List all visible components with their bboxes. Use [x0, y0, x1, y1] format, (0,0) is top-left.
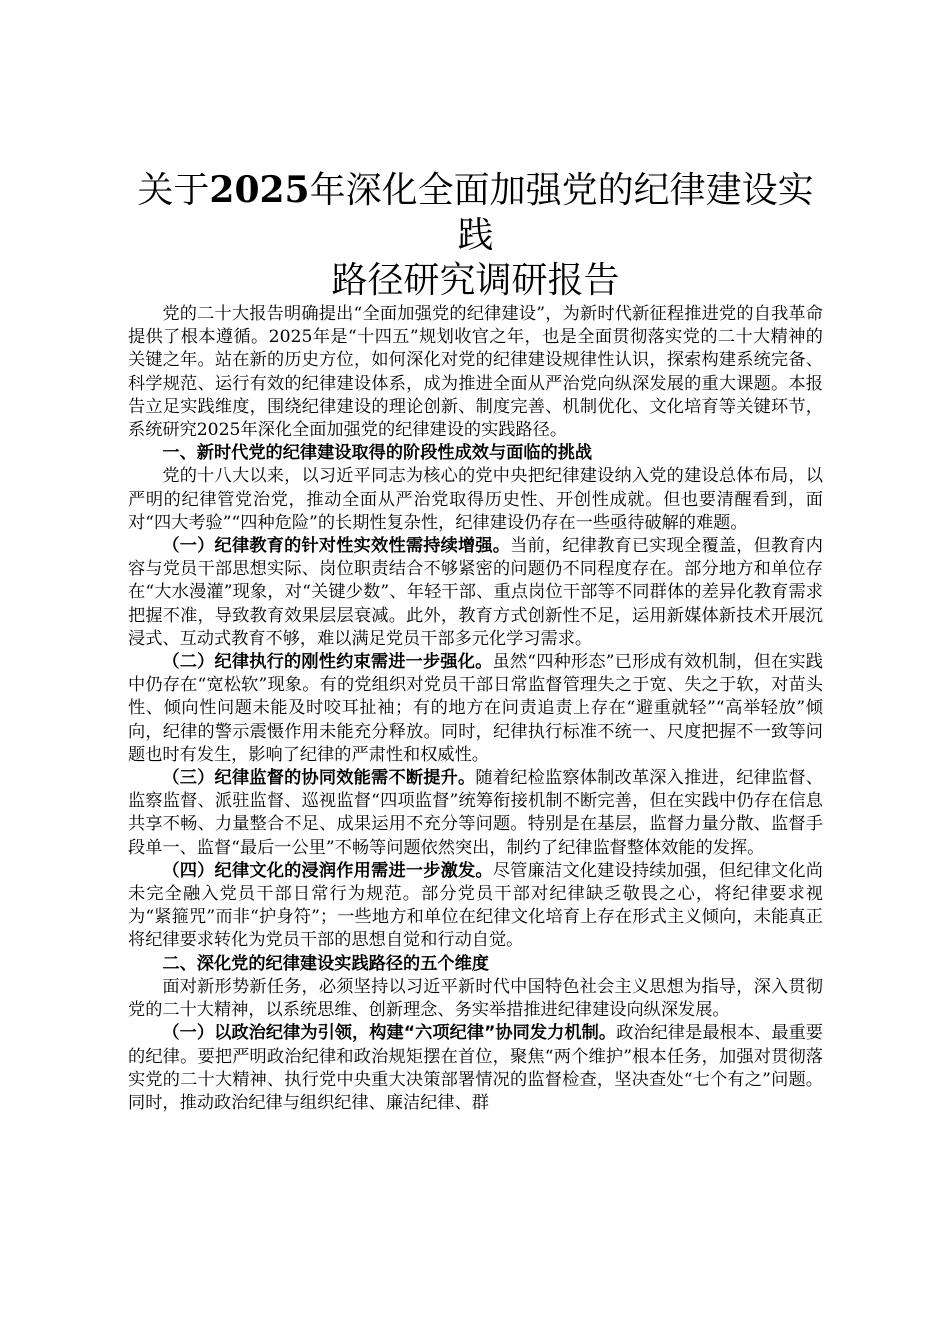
- paragraph-lead: （一）以政治纪律为引领，构建“六项纪律”协同发力机制。: [162, 1023, 617, 1044]
- title-suffix: 年深化全面加强党的纪律建设实践: [309, 170, 814, 256]
- paragraph-item: [128, 1022, 823, 1115]
- title-line2: 路径研究调研报告: [331, 260, 620, 301]
- paragraph-item: [128, 651, 823, 767]
- paragraph-body: 虽然“四种形态”已形成有效机制，但在实践中仍存在“宽松软”现象。有的党组织对党员干部日常监督管理失之于宽、失之于软，对苗头性、倾向性问题未能及时咬耳扯袖；有的地方在问责追责上存在“避重就轻”“高举轻放”倾向，纪律的警示震慑作用未能充分释放。同时，纪律执行标准不统一、尺度把握不一致等问题也时有发生，影响了纪律的严肃性和权威性。: [128, 652, 823, 765]
- paragraph-item: [128, 535, 823, 651]
- section-heading: 二、深化党的纪律建设实践路径的五个维度: [162, 953, 489, 974]
- section-intro-paragraph: 党的十八大以来，以习近平同志为核心的党中央把纪律建设纳入党的建设总体布局，以严明的纪律管党治党，推动全面从严治党取得历史性、开创性成就。但也要清醒看到，面对“四大考验”“四种危险”的长期性复杂性，纪律建设仍存在一些亟待破解的难题。: [128, 466, 823, 533]
- title-year: 2025: [209, 169, 310, 211]
- paragraph-body: 尽管廉洁文化建设持续加强，但纪律文化尚未完全融入党员干部日常行为规范。部分党员干部对纪律缺乏敬畏之心，将纪律要求视为“紧箍咒”而非“护身符”；一些地方和单位在纪律文化培育上存在形式主义倾向，未能真正将纪律要求转化为党员干部的思想自觉和行动自觉。: [128, 860, 823, 951]
- section-intro-paragraph: 面对新形势新任务，必须坚持以习近平新时代中国特色社会主义思想为指导，深入贯彻党的二十大精神，以系统思维、创新理念、务实举措推进纪律建设向纵深发展。: [128, 976, 823, 1021]
- paragraph-item: [128, 860, 823, 953]
- intro-paragraph: 党的二十大报告明确提出“全面加强党的纪律建设”，为新时代新征程推进党的自我革命提供了根本遵循。2025年是“十四五”规划收官之年，也是全面贯彻落实党的二十大精神的关键之年。站在新的历史方位，如何深化对党的纪律建设规律性认识，探索构建系统完备、科学规范、运行有效的纪律建设体系，成为推进全面从严治党向纵深发展的重大课题。本报告立足实践维度，围绕纪律建设的理论创新、制度完善、机制优化、文化培育等关键环节，系统研究2025年深化全面加强党的纪律建设的实践路径。: [128, 304, 823, 441]
- document-page: [128, 168, 823, 1115]
- paragraph-item: [128, 767, 823, 860]
- paragraph-body: 当前，纪律教育已实现全覆盖，但教育内容与党员干部思想实际、岗位职责结合不够紧密的问题仍不同程度存在。部分地方和单位存在“大水漫灌”现象，对“关键少数”、年轻干部、重点岗位干部等不同群体的差异化教育需求把握不准，导致教育效果层层衰减。此外，教育方式创新性不足，运用新媒体新技术开展沉浸式、互动式教育不够，难以满足党员干部多元化学习需求。: [128, 536, 823, 649]
- paragraph-lead: （四）纪律文化的浸润作用需进一步激发。: [162, 860, 493, 881]
- paragraph-body: 随着纪检监察体制改革深入推进，纪律监督、监察监督、派驻监督、巡视监督“四项监督”统筹衔接机制不断完善，但在实践中仍存在信息共享不畅、力量整合不足、成果运用不充分等问题。特别是在基层，监督力量分散、监督手段单一、监督“最后一公里”不畅等问题依然突出，制约了纪律监督整体效能的发挥。: [128, 768, 823, 858]
- paragraph-body: 政治纪律是最根本、最重要的纪律。要把严明政治纪律和政治规矩摆在首位，聚焦“两个维护”根本任务，加强对贯彻落实党的二十大精神、执行党中央重大决策部署情况的监督检查，坚决查处“七个有之”问题。同时，推动政治纪律与组织纪律、廉洁纪律、群: [128, 1023, 823, 1113]
- title-prefix: 关于: [137, 170, 210, 211]
- document-title: [128, 168, 823, 303]
- paragraph-lead: （二）纪律执行的刚性约束需进一步强化。: [162, 652, 493, 673]
- paragraph-lead: （三）纪律监督的协同效能需不断提升。: [162, 768, 476, 789]
- paragraph-lead: （一）纪律教育的针对性实效性需持续增强。: [162, 536, 511, 557]
- section-heading: 一、新时代党的纪律建设取得的阶段性成效与面临的挑战: [162, 443, 593, 464]
